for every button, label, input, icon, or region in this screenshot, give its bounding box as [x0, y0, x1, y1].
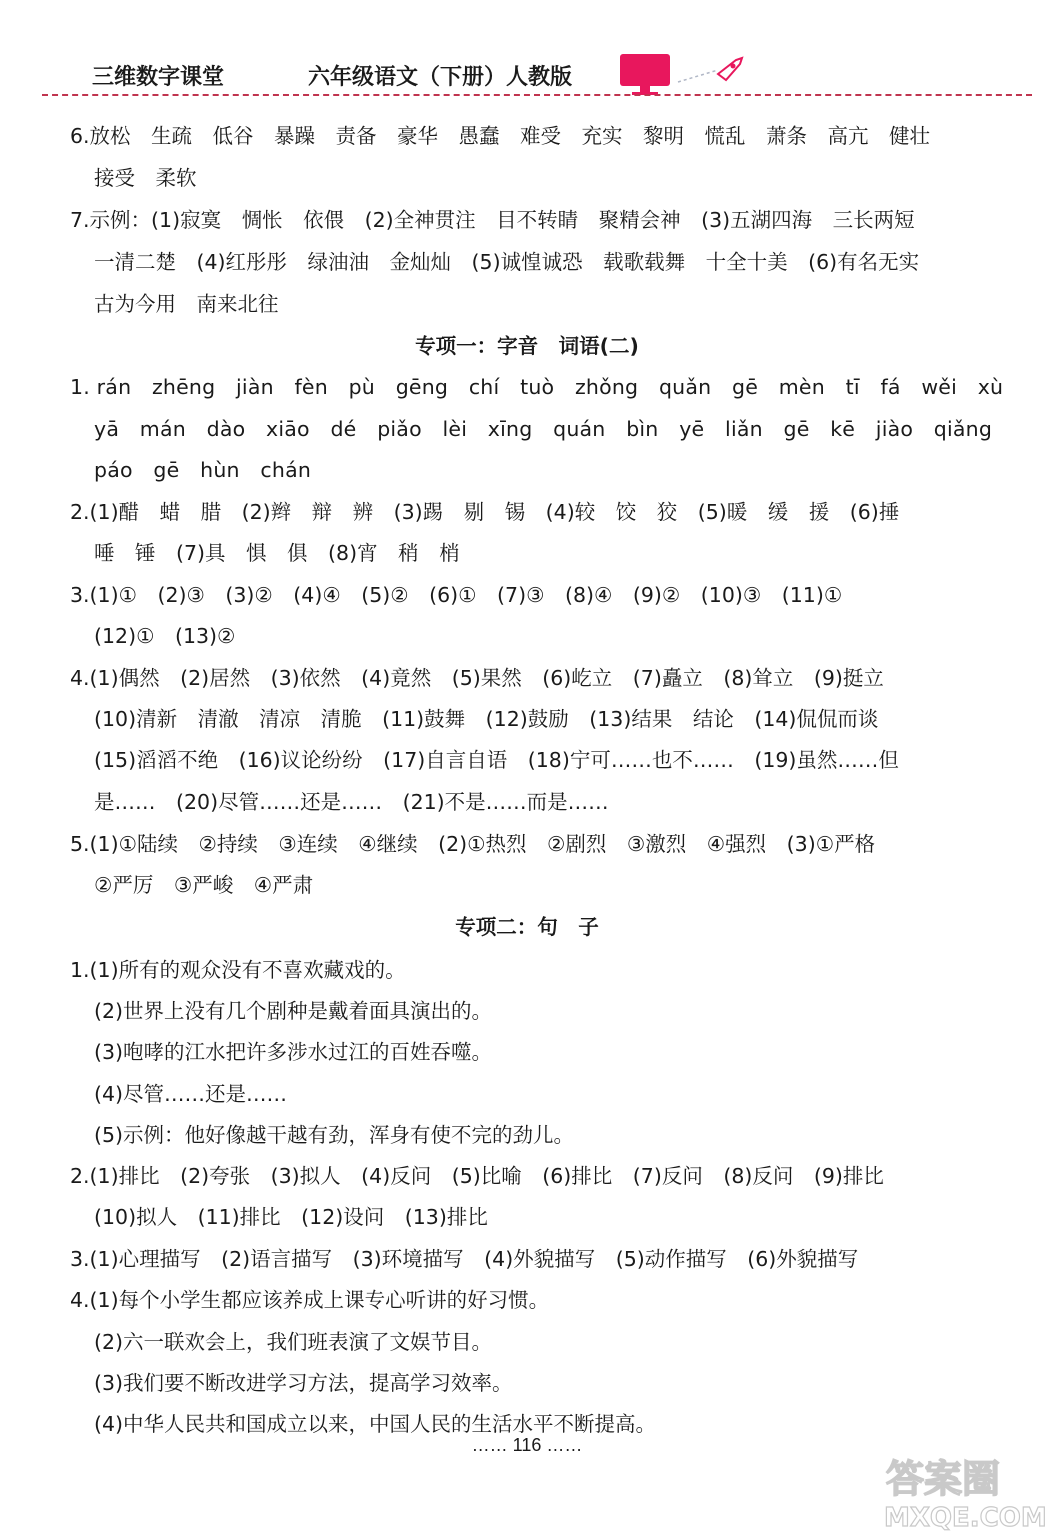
answer-line: yā mán dào xiāo dé piǎo lèi xīng quán bìn yē liǎn gē kē jiào qiǎng: [94, 417, 993, 441]
answer-line: (2)六一联欢会上，我们班表演了文娱节目。: [94, 1330, 493, 1354]
answer-line: (10)拟人 (11)排比 (12)设问 (13)排比: [94, 1205, 488, 1229]
answer-line: 一清二楚 (4)红彤彤 绿油油 金灿灿 (5)诚惶诚恐 载歌载舞 十全十美 (6)有名无实: [94, 250, 920, 274]
answer-line: ②严厉 ③严峻 ④严肃: [94, 873, 314, 897]
answer-line: (12)① (13)②: [94, 624, 236, 648]
page-header: [0, 0, 1054, 100]
answer-line: 6.放松 生疏 低谷 暴躁 责备 豪华 愚蠢 难受 充实 黎明 慌乱 萧条 高亢 健壮: [70, 124, 931, 148]
answer-line: (4)中华人民共和国成立以来，中国人民的生活水平不断提高。: [94, 1412, 657, 1436]
answer-line: (10)清新 清澈 清凉 清脆 (11)鼓舞 (12)鼓励 (13)结果 结论 (14)侃侃而谈: [94, 707, 879, 731]
page-number: …… 116 ……: [471, 1435, 583, 1455]
answer-line: 接受 柔软: [94, 166, 197, 190]
answer-line: 唾 锤 (7)具 惧 俱 (8)宵 稍 梢: [94, 541, 460, 565]
answer-line: 7.示例：(1)寂寞 惆怅 依偎 (2)全神贯注 目不转睛 聚精会神 (3)五湖四海 三长两短: [70, 208, 915, 232]
answer-line: (4)尽管……还是……: [94, 1082, 288, 1106]
answer-line: 5.(1)①陆续 ②持续 ③连续 ④继续 (2)①热烈 ②剧烈 ③激烈 ④强烈 (3)①严格: [70, 832, 876, 856]
series-title: 三维数字课堂: [92, 64, 225, 90]
answer-line: (15)滔滔不绝 (16)议论纷纷 (17)自言自语 (18)宁可……也不…… (19)虽然……但: [94, 748, 899, 772]
answer-line: (2)世界上没有几个剧种是戴着面具演出的。: [94, 999, 493, 1023]
answer-line: (3)我们要不断改进学习方法，提高学习效率。: [94, 1371, 513, 1395]
answer-line: 是…… (20)尽管……还是…… (21)不是……而是……: [94, 790, 609, 814]
answer-line: 2.(1)排比 (2)夸张 (3)拟人 (4)反问 (5)比喻 (6)排比 (7)反问 (8)反问 (9)排比: [70, 1164, 884, 1188]
answer-line: 3.(1)心理描写 (2)语言描写 (3)环境描写 (4)外貌描写 (5)动作描写 (6)外貌描写: [70, 1247, 859, 1271]
answer-line: 4.(1)偶然 (2)居然 (3)依然 (4)竟然 (5)果然 (6)屹立 (7)矗立 (8)耸立 (9)挺立: [70, 666, 884, 690]
watermark-logo: [870, 1448, 1050, 1534]
answer-line: páo gē hùn chán: [94, 458, 312, 482]
answer-line: (3)咆哮的江水把许多涉水过江的百姓吞噬。: [94, 1040, 493, 1064]
answer-line: 2.(1)醋 蜡 腊 (2)辫 辩 辨 (3)踢 剔 锡 (4)较 饺 狡 (5)暖 缓 援 (6)捶: [70, 500, 900, 524]
answer-line: 3.(1)① (2)③ (3)② (4)④ (5)② (6)① (7)③ (8)④ (9)② (10)③ (11)①: [70, 583, 843, 607]
answer-line: (5)示例：他好像越干越有劲，浑身有使不完的劲儿。: [94, 1123, 575, 1147]
watermark-mark: 答案圈: [886, 1457, 1001, 1501]
answer-line: 4.(1)每个小学生都应该养成上课专心听讲的好习惯。: [70, 1288, 550, 1312]
watermark-site: MXQE.COM: [884, 1503, 1047, 1533]
section-heading: 专项一：字音 词语(二): [415, 334, 639, 358]
answer-line: 1. rán zhēng jiàn fèn pù gēng chí tuò zhǒng quǎn gē mèn tī fá wěi xù: [70, 375, 1004, 399]
header-rule: [42, 94, 1032, 96]
monitor-rocket-logo: [618, 52, 758, 98]
answer-line: 1.(1)所有的观众没有不喜欢藏戏的。: [70, 958, 406, 982]
answer-line: 古为今用 南来北往: [94, 292, 279, 316]
book-title: 六年级语文（下册）人教版: [308, 64, 573, 90]
section-heading: 专项二：句 子: [455, 915, 599, 939]
